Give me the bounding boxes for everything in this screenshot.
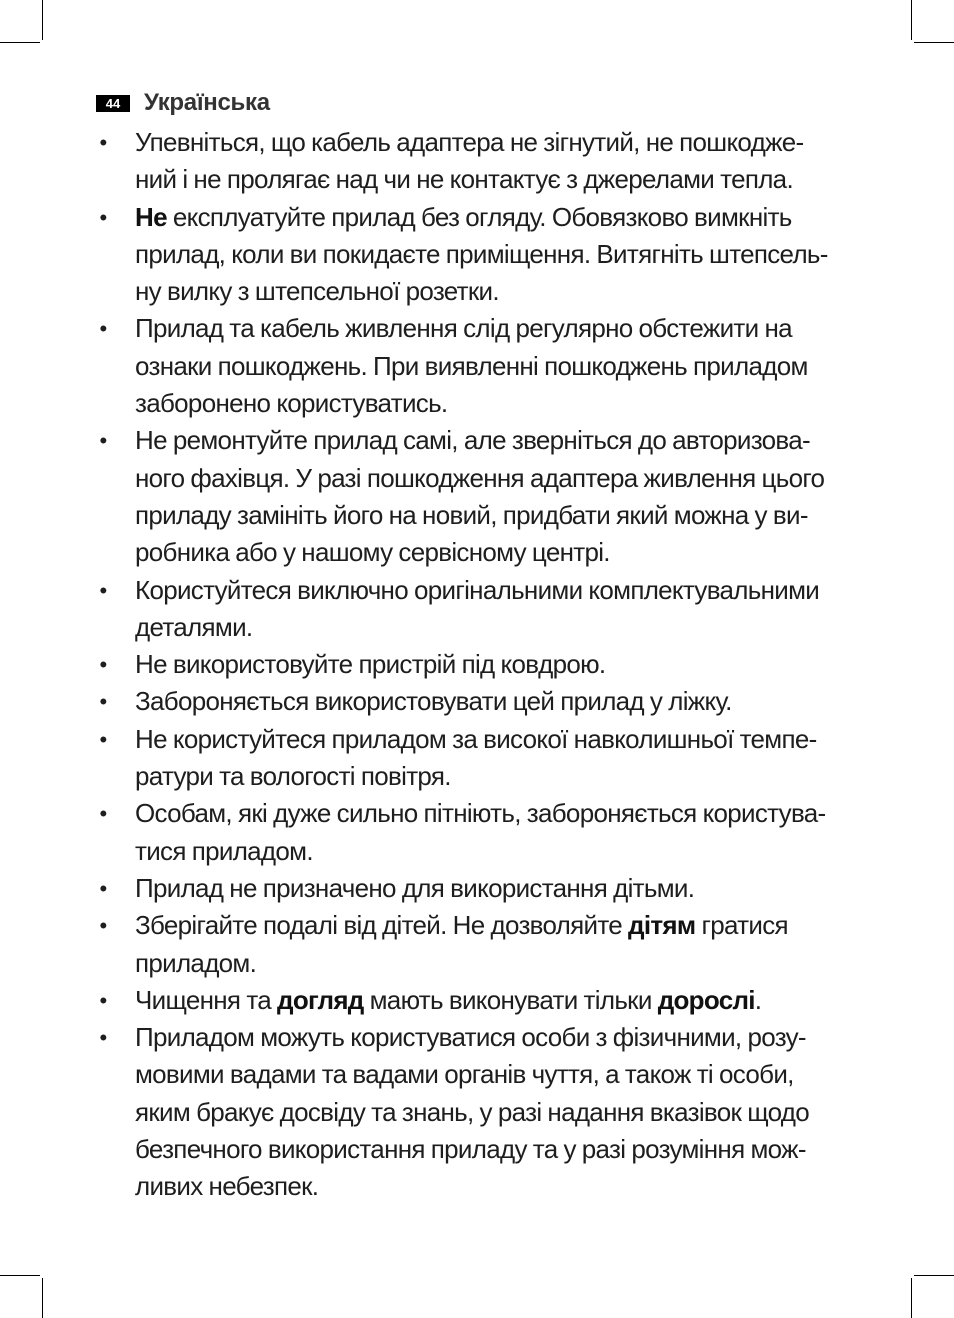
emphasis-text: догляд: [277, 984, 364, 1015]
list-item: [96, 721, 876, 796]
text-line: [135, 534, 876, 571]
page-number-badge: 44: [96, 95, 130, 112]
bullet-icon: •: [99, 577, 107, 603]
text-segment: прилад, коли ви покидаєте приміщення. Витягніть штепсель-: [135, 238, 828, 269]
language-heading: Українська: [144, 89, 270, 116]
bullet-icon: •: [99, 428, 107, 454]
text-line: [135, 1131, 876, 1168]
text-segment: .: [754, 984, 762, 1015]
list-item: [96, 572, 876, 647]
text-line: [135, 273, 876, 310]
emphasis-text: Не: [135, 201, 167, 232]
crop-mark-top-left-horizontal: [0, 42, 40, 43]
text-segment: мають виконувати тільки: [363, 984, 658, 1015]
text-line: [135, 310, 876, 347]
text-line: [135, 161, 876, 198]
text-segment: ну вилку з штепсельної розетки.: [135, 276, 499, 307]
text-line: [135, 683, 876, 720]
text-line: [135, 385, 876, 422]
text-segment: гратися: [695, 910, 788, 941]
text-segment: деталями.: [135, 611, 253, 642]
text-segment: Чищення та: [135, 984, 278, 1015]
text-segment: приладу замініть його на новий, придбати який можна у ви-: [135, 499, 808, 530]
crop-mark-bottom-left-horizontal: [0, 1275, 40, 1276]
text-line: [135, 1056, 876, 1093]
text-segment: робника або у нашому сервісному центрі.: [135, 537, 610, 568]
text-segment: тися приладом.: [135, 835, 313, 866]
crop-mark-bottom-right-horizontal: [914, 1275, 954, 1276]
text-segment: ного фахівця. У разі пошкодження адаптера живлення цього: [135, 462, 825, 493]
bullet-icon: •: [99, 204, 107, 230]
text-segment: ливих небезпек.: [135, 1171, 319, 1202]
text-line: [135, 833, 876, 870]
list-item: [96, 1019, 876, 1205]
text-line: [135, 1019, 876, 1056]
bullet-icon: •: [99, 652, 107, 678]
text-line: [135, 982, 876, 1019]
bullet-icon: •: [99, 875, 107, 901]
text-segment: Користуйтеся виключно оригінальними комплектувальними: [135, 574, 820, 605]
text-line: [135, 460, 876, 497]
crop-mark-top-left-vertical: [42, 0, 43, 40]
text-segment: ратури та вологості повітря.: [135, 761, 451, 792]
emphasis-text: дорослі: [657, 984, 755, 1015]
text-line: [135, 870, 876, 907]
text-line: [135, 609, 876, 646]
text-segment: безпечного використання приладу та у разі розуміння мож-: [135, 1134, 806, 1165]
crop-mark-bottom-right-vertical: [911, 1278, 912, 1318]
text-segment: Не користуйтеся приладом за високої навколишньої темпе-: [135, 723, 817, 754]
text-line: [135, 758, 876, 795]
text-segment: приладом.: [135, 947, 257, 978]
text-line: [135, 1168, 876, 1205]
list-item: [96, 683, 876, 720]
crop-mark-top-right-vertical: [911, 0, 912, 40]
text-segment: ознаки пошкоджень. При виявленні пошкоджень приладом: [135, 350, 808, 381]
text-segment: Упевніться, що кабель адаптера не зігнутий, не пошкодже-: [135, 127, 804, 157]
bullet-icon: •: [99, 130, 107, 155]
list-item: [96, 422, 876, 571]
text-segment: заборонено користуватись.: [135, 388, 448, 419]
bullet-icon: •: [99, 726, 107, 752]
crop-mark-top-right-horizontal: [914, 42, 954, 43]
text-segment: Зберігайте подалі від дітей. Не дозволяйте: [135, 910, 629, 941]
crop-mark-bottom-left-vertical: [42, 1278, 43, 1318]
text-line: [135, 572, 876, 609]
text-segment: Прилад та кабель живлення слід регулярно обстежити на: [135, 313, 792, 344]
text-line: [135, 945, 876, 982]
bullet-icon: •: [99, 316, 107, 342]
list-item: [96, 982, 876, 1019]
text-segment: мовими вадами та вадами органів чуття, а також ті особи,: [135, 1059, 794, 1090]
bullet-icon: •: [99, 913, 107, 939]
safety-instructions-list: [96, 124, 876, 1206]
text-segment: Прилад не призначено для використання дітьми.: [135, 872, 695, 903]
text-segment: експлуатуйте прилад без огляду. Обовязково вимкніть: [166, 201, 792, 232]
text-segment: Забороняється використовувати цей прилад у ліжку.: [135, 686, 732, 717]
text-line: [135, 124, 876, 161]
text-line: [135, 199, 876, 236]
text-line: [135, 646, 876, 683]
text-line: [135, 422, 876, 459]
text-segment: яким бракує досвіду та знань, у разі надання вказівок щодо: [135, 1096, 810, 1127]
text-segment: Приладом можуть користуватися особи з фізичними, розу-: [135, 1022, 806, 1053]
text-line: [135, 497, 876, 534]
bullet-icon: •: [99, 801, 107, 827]
list-item: [96, 310, 876, 422]
text-line: [135, 236, 876, 273]
text-line: [135, 721, 876, 758]
list-item: [96, 795, 876, 870]
text-line: [135, 348, 876, 385]
list-item: [96, 646, 876, 683]
text-segment: Не ремонтуйте прилад самі, але зверніться до авторизова-: [135, 425, 810, 456]
text-line: [135, 795, 876, 832]
emphasis-text: дітям: [628, 910, 696, 941]
bullet-icon: •: [99, 689, 107, 715]
text-segment: Особам, які дуже сильно пітніють, забороняється користува-: [135, 798, 826, 829]
bullet-icon: •: [99, 987, 107, 1013]
list-item: [96, 870, 876, 907]
text-line: [135, 907, 876, 944]
list-item: [96, 199, 876, 311]
bullet-icon: •: [99, 1025, 107, 1051]
text-segment: Не використовуйте пристрій під ковдрою.: [135, 649, 606, 680]
list-item: [96, 124, 876, 199]
text-line: [135, 1094, 876, 1131]
list-item: [96, 907, 876, 982]
page-header: [96, 88, 270, 118]
text-segment: ний і не пролягає над чи не контактує з джерелами тепла.: [135, 164, 793, 195]
